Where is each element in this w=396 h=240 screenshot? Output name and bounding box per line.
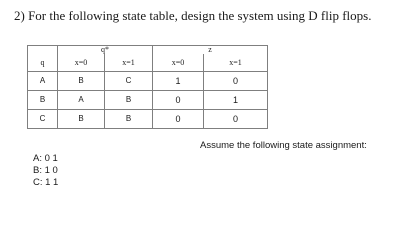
output-cell: 0 — [204, 72, 268, 91]
column-header-next-x0: x=0 — [58, 54, 105, 72]
next-state-cell: B — [58, 110, 105, 129]
output-group-header: z — [153, 46, 268, 55]
assignment-item: A: 0 1 — [33, 153, 58, 164]
state-cell: C — [28, 110, 58, 129]
table-row — [28, 110, 268, 129]
state-table — [27, 45, 268, 129]
next-state-cell: C — [105, 72, 153, 91]
column-header-z-x1: x=1 — [204, 54, 268, 72]
assignment-item: B: 1 0 — [33, 165, 58, 176]
next-state-cell: B — [105, 91, 153, 110]
table-corner-cell — [28, 46, 58, 55]
next-state-group-header: q* — [58, 46, 153, 55]
question-title: 2) For the following state table, design the system using D flip flops. — [14, 8, 372, 23]
next-state-cell: B — [105, 110, 153, 129]
assignment-item: C: 1 1 — [33, 177, 59, 188]
column-header-z-x0: x=0 — [153, 54, 204, 72]
table-group-header-row — [28, 46, 268, 55]
column-header-q: q — [28, 54, 58, 72]
column-header-next-x1: x=1 — [105, 54, 153, 72]
output-cell: 0 — [153, 110, 204, 129]
next-state-cell: A — [58, 91, 105, 110]
output-cell: 1 — [204, 91, 268, 110]
table-column-header-row — [28, 54, 268, 72]
output-cell: 0 — [153, 91, 204, 110]
output-cell: 0 — [204, 110, 268, 129]
table-row — [28, 91, 268, 110]
state-cell: A — [28, 72, 58, 91]
assignment-list — [33, 153, 58, 189]
assignment-intro: Assume the following state assignment: — [200, 140, 367, 151]
table-row — [28, 72, 268, 91]
state-cell: B — [28, 91, 58, 110]
next-state-cell: B — [58, 72, 105, 91]
output-cell: 1 — [153, 72, 204, 91]
